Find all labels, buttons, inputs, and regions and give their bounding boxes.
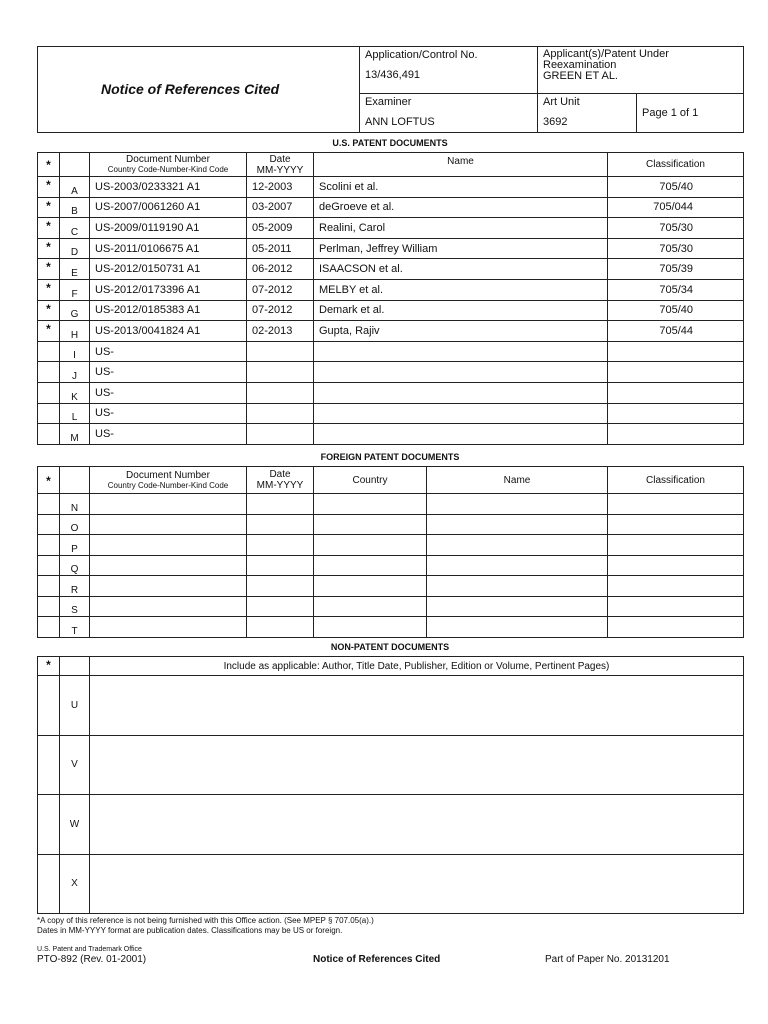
footer-note-2: Dates in MM-YYYY format are publication dates. Classifications may be US or foreign. [37,926,343,935]
date-sublabel: MM-YYYY [256,480,304,491]
row-letter: F [60,279,90,300]
application-number: 13/436,491 [365,69,421,81]
application-number-cell [360,47,538,94]
table-row [38,735,744,795]
letter-header [60,153,90,177]
document-number: US-2003/0233321 A1 [90,177,247,198]
document-date: 02-2013 [247,321,314,342]
star-mark [38,341,60,362]
us-header-row [38,153,744,177]
document-number-sublabel: Country Code-Number-Kind Code [107,480,229,490]
table-row [38,197,744,218]
star-mark [38,494,60,515]
classification [608,403,744,424]
table-row [38,576,744,597]
document-date: 05-2011 [247,238,314,259]
document-number: US-2012/0173396 A1 [90,279,247,300]
row-letter: T [60,617,90,638]
row-letter: W [60,795,90,855]
paper-number: Part of Paper No. 20131201 [545,954,670,965]
document-date: 07-2012 [247,279,314,300]
star-header: * [38,657,60,676]
classification [608,555,744,576]
document-number: US- [90,403,247,424]
row-letter: E [60,259,90,280]
date-label: Date [269,153,291,165]
non-patent-instruction: Include as applicable: Author, Title Date, Publisher, Edition or Volume, Pertinent Pages) [90,657,744,676]
table-row [38,424,744,445]
classification: 705/30 [608,218,744,239]
country [314,494,427,515]
footer-title: Notice of References Cited [313,954,441,965]
document-number-header [90,467,247,494]
inventor-name [427,494,608,515]
inventor-name: Realini, Carol [314,218,608,239]
classification: 705/44 [608,321,744,342]
applicant-label: Applicant(s)/Patent Under [543,48,669,60]
document-date [247,617,314,638]
document-number: US- [90,341,247,362]
document-date [247,362,314,383]
table-row [38,403,744,424]
country [314,535,427,556]
document-number: US-2011/0106675 A1 [90,238,247,259]
inventor-name [427,555,608,576]
document-date: 06-2012 [247,259,314,280]
document-number [90,494,247,515]
table-row [38,362,744,383]
document-number [90,514,247,535]
table-row [38,341,744,362]
row-letter: Q [60,555,90,576]
form-title: Notice of References Cited [101,80,280,97]
row-letter: V [60,735,90,795]
document-number: US-2012/0150731 A1 [90,259,247,280]
classification [608,514,744,535]
document-date [247,576,314,597]
star-mark: * [38,279,60,300]
country [314,514,427,535]
star-mark [38,382,60,403]
classification: 705/044 [608,197,744,218]
letter-header [60,657,90,676]
table-row [38,321,744,342]
star-mark: * [38,238,60,259]
letter-header [60,467,90,494]
country-header: Country [314,467,427,494]
classification [608,424,744,445]
star-mark [38,555,60,576]
table-row [38,494,744,515]
row-letter: U [60,676,90,736]
star-mark [38,795,60,855]
inventor-name: deGroeve et al. [314,197,608,218]
row-letter: I [60,341,90,362]
title-cell [38,47,360,133]
classification: 705/30 [608,238,744,259]
inventor-name: Scolini et al. [314,177,608,198]
inventor-name [314,382,608,403]
classification [608,617,744,638]
us-patents-table [37,152,744,445]
document-number: US-2007/0061260 A1 [90,197,247,218]
foreign-header-row [38,467,744,494]
date-sublabel: MM-YYYY [256,164,304,176]
star-mark [38,596,60,617]
document-date: 03-2007 [247,197,314,218]
star-header: * [38,467,60,494]
classification [608,494,744,515]
reference-citation [90,854,744,914]
table-row [38,259,744,280]
foreign-patents-title: FOREIGN PATENT DOCUMENTS [320,452,460,462]
row-letter: S [60,596,90,617]
inventor-name [427,617,608,638]
row-letter: C [60,218,90,239]
star-mark [38,676,60,736]
table-row [38,795,744,855]
row-letter: A [60,177,90,198]
examiner-cell [360,94,538,133]
reference-citation [90,676,744,736]
date-header [247,153,314,177]
classification-header: Classification [608,153,744,177]
inventor-name [427,514,608,535]
footer-note-1: *A copy of this reference is not being furnished with this Office action. (See MPEP § 707.05(a).) [37,916,374,925]
star-mark: * [38,321,60,342]
document-number: US- [90,362,247,383]
star-mark [38,514,60,535]
inventor-name: MELBY et al. [314,279,608,300]
table-row [38,279,744,300]
non-patent-table [37,656,744,914]
inventor-name: Gupta, Rajiv [314,321,608,342]
table-row [38,535,744,556]
row-letter: N [60,494,90,515]
date-label: Date [269,469,291,480]
row-letter: X [60,854,90,914]
non-patent-title: NON-PATENT DOCUMENTS [330,642,450,652]
star-mark [38,362,60,383]
star-mark: * [38,300,60,321]
application-label: Application/Control No. [365,49,478,61]
document-number: US- [90,382,247,403]
art-unit-cell [538,94,637,133]
document-date: 12-2003 [247,177,314,198]
star-mark [38,576,60,597]
star-mark [38,403,60,424]
country [314,576,427,597]
art-unit-value: 3692 [543,116,568,128]
form-number: PTO-892 (Rev. 01-2001) [37,954,147,965]
document-date [247,403,314,424]
document-date [247,596,314,617]
document-number [90,617,247,638]
document-number: US- [90,424,247,445]
classification [608,362,744,383]
table-row [38,300,744,321]
classification [608,576,744,597]
document-date [247,424,314,445]
table-row [38,617,744,638]
table-row [38,177,744,198]
country [314,555,427,576]
document-number-label: Document Number [126,154,210,165]
document-number-header [90,153,247,177]
document-date: 07-2012 [247,300,314,321]
star-mark: * [38,177,60,198]
table-row [38,238,744,259]
applicant-cell [538,47,744,94]
classification: 705/40 [608,177,744,198]
document-date [247,555,314,576]
document-number [90,596,247,617]
document-number [90,555,247,576]
inventor-name [314,403,608,424]
star-mark [38,535,60,556]
classification [608,382,744,403]
page-indicator: Page 1 of 1 [637,94,744,133]
star-mark: * [38,197,60,218]
row-letter: R [60,576,90,597]
classification: 705/40 [608,300,744,321]
document-number-sublabel: Country Code-Number-Kind Code [107,165,229,174]
star-header: * [38,153,60,177]
inventor-name [314,424,608,445]
examiner-name: ANN LOFTUS [365,116,435,128]
document-number [90,535,247,556]
table-row [38,854,744,914]
row-letter: B [60,197,90,218]
document-number-label: Document Number [126,469,210,481]
row-letter: P [60,535,90,556]
table-row [38,382,744,403]
non-patent-header-row [38,657,744,676]
table-row [38,676,744,736]
row-letter: G [60,300,90,321]
star-mark: * [38,218,60,239]
inventor-name: ISAACSON et al. [314,259,608,280]
reference-citation [90,735,744,795]
country [314,617,427,638]
star-mark [38,854,60,914]
classification [608,341,744,362]
classification: 705/34 [608,279,744,300]
inventor-name [314,362,608,383]
header-table [37,46,744,133]
inventor-name: Perlman, Jeffrey William [314,238,608,259]
document-date [247,341,314,362]
document-date [247,514,314,535]
inventor-name: Demark et al. [314,300,608,321]
table-row [38,596,744,617]
inventor-name [427,576,608,597]
document-date: 05-2009 [247,218,314,239]
document-date [247,382,314,403]
reference-citation [90,795,744,855]
row-letter: M [60,424,90,445]
document-date [247,535,314,556]
document-number [90,576,247,597]
name-header: Name [427,467,608,494]
star-mark [38,424,60,445]
table-row [38,555,744,576]
row-letter: O [60,514,90,535]
document-number: US-2012/0185383 A1 [90,300,247,321]
classification: 705/39 [608,259,744,280]
classification-header: Classification [608,467,744,494]
date-header [247,467,314,494]
inventor-name [427,596,608,617]
us-patents-title: U.S. PATENT DOCUMENTS [332,138,448,148]
row-letter: D [60,238,90,259]
row-letter: L [60,403,90,424]
star-mark [38,617,60,638]
document-number: US-2009/0119190 A1 [90,218,247,239]
inventor-name [427,535,608,556]
document-date [247,494,314,515]
row-letter: J [60,362,90,383]
star-mark: * [38,259,60,280]
foreign-patents-table [37,466,744,638]
inventor-name [314,341,608,362]
classification [608,535,744,556]
row-letter: K [60,382,90,403]
applicant-name: GREEN ET AL. [543,70,618,82]
star-mark [38,735,60,795]
examiner-label: Examiner [365,96,412,108]
document-number: US-2013/0041824 A1 [90,321,247,342]
classification [608,596,744,617]
table-row [38,218,744,239]
office-name: U.S. Patent and Trademark Office [37,946,142,953]
table-row [38,514,744,535]
art-unit-label: Art Unit [543,96,580,108]
country [314,596,427,617]
applicant-label-2: Reexamination [543,59,617,71]
name-header: Name [314,153,608,177]
row-letter: H [60,321,90,342]
